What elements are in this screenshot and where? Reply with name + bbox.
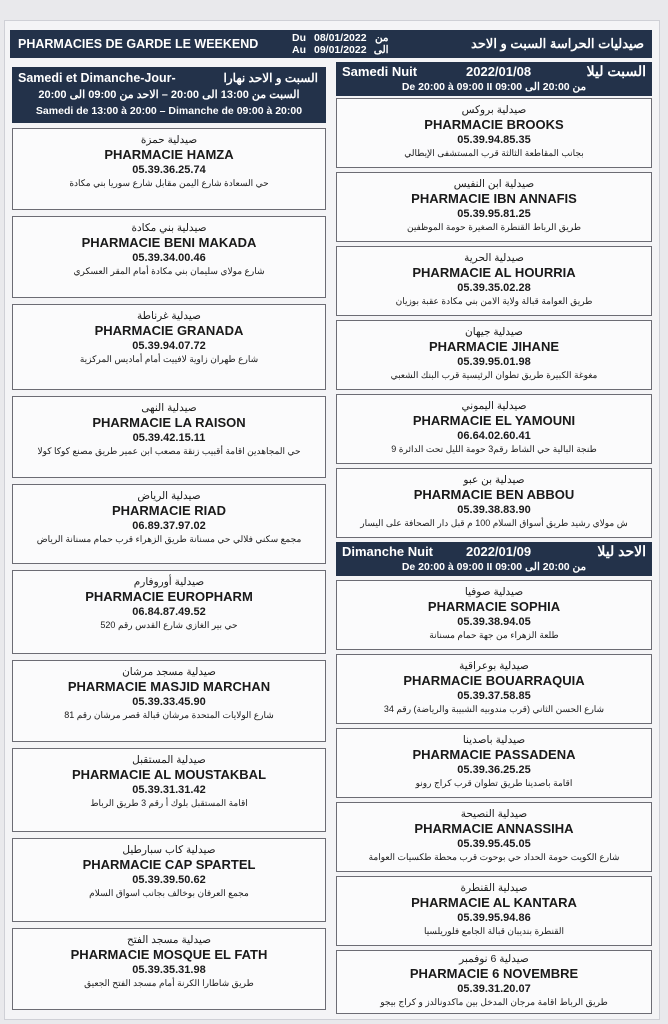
- pharmacy-name: PHARMACIE BEN ABBOU: [413, 487, 575, 502]
- pharmacy-card: [12, 748, 326, 832]
- pharmacy-address: شارع الولايات المتحدة مرشان قبالة قصر مرشان رقم 81: [64, 710, 274, 720]
- pharmacy-address: شارع الكويت حومة الحداد حي بوحوت قرب محطة طكسيات العوامة: [368, 852, 620, 862]
- title-fr: PHARMACIES DE GARDE LE WEEKEND: [18, 37, 259, 51]
- pharmacy-address: اقامة المستقبل بلوك أ رقم 3 طريق الرباط: [90, 798, 248, 808]
- pharmacy-name-ar: صيدلية اليموني: [461, 400, 527, 412]
- pharmacy-phone: 05.39.94.07.72: [132, 340, 206, 352]
- pharmacy-address: طريق العوامة قبالة ولاية الامن بني مكادة عقبة بوزيان: [395, 296, 593, 306]
- sunday-night-header: [336, 542, 652, 576]
- pharmacy-card: [12, 660, 326, 742]
- pharmacy-name: PHARMACIE LA RAISON: [92, 415, 246, 430]
- pharmacy-card: [336, 172, 652, 242]
- pharmacy-phone: 05.39.94.85.35: [457, 134, 531, 146]
- pharmacy-card: [12, 838, 326, 922]
- pharmacy-name: PHARMACIE BROOKS: [424, 117, 564, 132]
- saturday-night-hours: De 20:00 à 09:00 II من 20:00 الى 09:00: [401, 81, 587, 93]
- pharmacy-name-ar: صيدلية النهى: [141, 402, 197, 414]
- pharmacy-phone: 05.39.34.00.46: [132, 252, 206, 264]
- pharmacy-card: [336, 728, 652, 798]
- pharmacy-name-ar: صيدلية ابن النفيس: [453, 178, 535, 190]
- saturday-night-date: 2022/01/08: [466, 64, 532, 79]
- pharmacy-address: شارع الحسن الثاني (قرب مندوبيه الشبيبة والرياضة) رقم 34: [383, 704, 605, 714]
- pharmacy-card: [336, 802, 652, 872]
- pharmacy-phone: 05.39.95.94.86: [457, 912, 531, 924]
- pharmacy-name: PHARMACIE ANNASSIHA: [414, 821, 574, 836]
- au-date: 09/01/2022: [314, 44, 367, 56]
- pharmacy-name: PHARMACIE SOPHIA: [427, 599, 561, 614]
- pharmacy-phone: 06.64.02.60.41: [457, 430, 531, 442]
- pharmacy-name-ar: صيدلية مسجد الفتح: [126, 934, 212, 946]
- pharmacy-phone: 05.39.38.83.90: [457, 504, 531, 516]
- du-label: Du: [292, 32, 306, 44]
- pharmacy-phone: 05.39.42.15.11: [132, 432, 206, 444]
- pharmacy-name-ar: صيدلية النصيحة: [460, 808, 528, 820]
- pharmacy-phone: 05.39.37.58.85: [457, 690, 531, 702]
- pharmacy-card: [12, 928, 326, 1010]
- pharmacy-card: [12, 484, 326, 564]
- pharmacy-card: [336, 98, 652, 168]
- pharmacy-name-ar: صيدلية الحرية: [464, 252, 524, 264]
- pharmacy-card: [12, 304, 326, 390]
- day-label-fr: Samedi et Dimanche-Jour-: [18, 71, 176, 85]
- pharmacy-name-ar: صيدلية بوعراقية: [459, 660, 529, 672]
- pharmacy-name-ar: صيدلية بني مكادة: [131, 222, 207, 234]
- pharmacy-address: طريق الرباط اقامة مرجان المدخل بين ماكدونالدز و كراج بيجو: [380, 997, 608, 1007]
- pharmacy-phone: 05.39.36.25.25: [457, 764, 531, 776]
- au-label: Au: [292, 44, 306, 56]
- pharmacy-name: PHARMACIE CAP SPARTEL: [82, 857, 256, 872]
- pharmacy-phone: 05.39.35.31.98: [132, 964, 206, 976]
- day-label-ar: السبت و الاحد نهارا: [223, 71, 318, 85]
- pharmacy-address: حي السعادة شارع اليمن مقابل شارع سوريا بني مكادة: [69, 178, 269, 188]
- title-ar: صيدليات الحراسة السبت و الاحد: [471, 36, 644, 51]
- pharmacy-phone: 06.89.37.97.02: [132, 520, 206, 532]
- du-date: 08/01/2022: [314, 32, 367, 44]
- pharmacy-address: طلعة الزهراء من جهة حمام مسنانة: [429, 630, 559, 640]
- pharmacy-name: PHARMACIE JIHANE: [428, 339, 559, 354]
- pharmacy-name-ar: صيدلية بن عبو: [463, 474, 525, 486]
- pharmacy-address: مجمع العرفان بوخالف بجانب اسواق السلام: [89, 888, 249, 898]
- saturday-night-label-ar: السبت ليلا: [586, 63, 646, 79]
- pharmacy-name-ar: صيدلية جيهان: [465, 326, 523, 338]
- pharmacy-address: حي بير الغازي شارع القدس رقم 520: [100, 620, 238, 630]
- pharmacy-address: شارع طهران زاوية لافييت أمام أماديس المركزية: [79, 354, 259, 364]
- pharmacy-name: PHARMACIE PASSADENA: [412, 747, 576, 762]
- pharmacy-address: اقامة باصدينا طريق تطوان قرب كراج رونو: [415, 778, 573, 788]
- pharmacy-name: PHARMACIE GRANADA: [94, 323, 244, 338]
- pharmacy-address: مغوغة الكبيرة طريق تطوان الرئيسية قرب البنك الشعبي: [390, 370, 598, 380]
- pharmacy-card: [336, 246, 652, 316]
- pharmacy-card: [336, 580, 652, 650]
- pharmacy-address: طنجة البالية حي الشاط رقم3 حومة الليل تحت الدائرة 9: [391, 444, 597, 454]
- pharmacy-address: طريق شاطارا الكرنة أمام مسجد الفتح الجعيق: [84, 978, 254, 988]
- pharmacy-card: [12, 396, 326, 478]
- pharmacy-name-ar: صيدلية القنطرة: [460, 882, 528, 894]
- pharmacy-name: PHARMACIE RIAD: [111, 503, 227, 518]
- sunday-night-label: Dimanche Nuit: [342, 544, 434, 559]
- pharmacy-name: PHARMACIE HAMZA: [104, 147, 234, 162]
- pharmacy-name-ar: صيدلية كاب سبارطيل: [122, 844, 216, 856]
- pharmacy-address: مجمع سكني فلالي حي مسنانة طريق الزهراء قرب حمام مسنانة الرياض: [36, 534, 302, 544]
- pharmacy-name-ar: صيدلية مسجد مرشان: [122, 666, 216, 678]
- pharmacy-phone: 05.39.38.94.05: [457, 616, 531, 628]
- pharmacy-name-ar: صيدلية صوفيا: [464, 586, 524, 598]
- saturday-night-header: [336, 62, 652, 96]
- pharmacy-name: PHARMACIE EL YAMOUNI: [412, 413, 576, 428]
- pharmacy-address: بجانب المقاطعة الثالثة قرب المستشفى الإيطالي: [404, 148, 584, 158]
- pharmacy-phone: 05.39.39.50.62: [132, 874, 206, 886]
- pharmacy-card: [336, 654, 652, 724]
- pharmacy-name: PHARMACIE MOSQUE EL FATH: [70, 947, 268, 962]
- pharmacy-phone: 05.39.36.25.74: [132, 164, 206, 176]
- pharmacy-phone: 05.39.33.45.90: [132, 696, 206, 708]
- header-bar: [10, 30, 652, 58]
- pharmacy-name-ar: صيدلية بروكس: [461, 104, 527, 116]
- sunday-night-hours: De 20:00 à 09:00 II من 20:00 الى 09:00: [401, 561, 587, 573]
- pharmacy-name-ar: صيدلية 6 نوفمبر: [459, 953, 529, 965]
- pharmacy-phone: 06.84.87.49.52: [132, 606, 206, 618]
- pharmacy-phone: 05.39.35.02.28: [457, 282, 531, 294]
- saturday-night-label: Samedi Nuit: [342, 64, 418, 79]
- day-section-header: [12, 67, 326, 123]
- day-hours-fr: Samedi de 13:00 à 20:00 – Dimanche de 09:00 à 20:00: [35, 105, 303, 117]
- pharmacy-name-ar: صيدلية الرياض: [137, 490, 201, 502]
- date-range: [292, 32, 389, 56]
- pharmacy-phone: 05.39.95.01.98: [457, 356, 531, 368]
- pharmacy-name-ar: صيدلية أوروفارم: [133, 576, 205, 588]
- pharmacy-name: PHARMACIE AL HOURRIA: [412, 265, 576, 280]
- au-ar: الى: [373, 44, 389, 56]
- pharmacy-address: القنطرة بنديبان قبالة الجامع فلوريلسيا: [423, 926, 565, 936]
- pharmacy-card: [336, 950, 652, 1014]
- pharmacy-phone: 05.39.95.45.05: [457, 838, 531, 850]
- pharmacy-name: PHARMACIE 6 NOVEMBRE: [409, 966, 579, 981]
- pharmacy-card: [12, 570, 326, 654]
- pharmacy-name: PHARMACIE IBN ANNAFIS: [411, 191, 577, 206]
- pharmacy-address: ش مولاي رشيد طريق أسواق السلام 100 م قبل دار الصحافة على اليسار: [360, 518, 628, 528]
- pharmacy-card: [336, 320, 652, 390]
- pharmacy-name: PHARMACIE BOUARRAQUIA: [403, 673, 585, 688]
- pharmacy-name-ar: صيدلية باصدينا: [462, 734, 526, 746]
- sunday-night-label-ar: الاحد ليلا: [597, 543, 646, 559]
- pharmacy-phone: 05.39.31.20.07: [457, 983, 531, 995]
- du-ar: من: [374, 32, 389, 44]
- pharmacy-card: [336, 394, 652, 464]
- pharmacy-phone: 05.39.31.31.42: [132, 784, 206, 796]
- day-hours-ar: السبت من 13:00 الى 20:00 – الاحد من 09:00 الى 20:00: [38, 89, 300, 101]
- pharmacy-card: [336, 876, 652, 946]
- pharmacy-name: PHARMACIE MASJID MARCHAN: [67, 679, 271, 694]
- pharmacy-card: [12, 128, 326, 210]
- pharmacy-name: PHARMACIE BENI MAKADA: [81, 235, 257, 250]
- pharmacy-card: [336, 468, 652, 538]
- pharmacy-card: [12, 216, 326, 298]
- pharmacy-name-ar: صيدلية المستقبل: [132, 754, 206, 766]
- pharmacy-name: PHARMACIE AL KANTARA: [411, 895, 577, 910]
- pharmacy-phone: 05.39.95.81.25: [457, 208, 531, 220]
- pharmacy-address: شارع مولاي سليمان بني مكادة أمام المقر العسكري: [73, 266, 265, 276]
- sunday-night-date: 2022/01/09: [466, 544, 532, 559]
- pharmacy-name: PHARMACIE AL MOUSTAKBAL: [71, 767, 267, 782]
- pharmacy-name: PHARMACIE EUROPHARM: [85, 589, 253, 604]
- pharmacy-address: طريق الرباط القنطرة الصغيرة حومة الموظفين: [406, 222, 582, 232]
- pharmacy-name-ar: صيدلية غرناطة: [137, 310, 201, 322]
- pharmacy-address: حي المجاهدين اقامة أقبيب زنقة مصعب ابن عمير طريق مصنع كوكا كولا: [37, 446, 301, 456]
- pharmacy-name-ar: صيدلية حمزة: [140, 134, 198, 146]
